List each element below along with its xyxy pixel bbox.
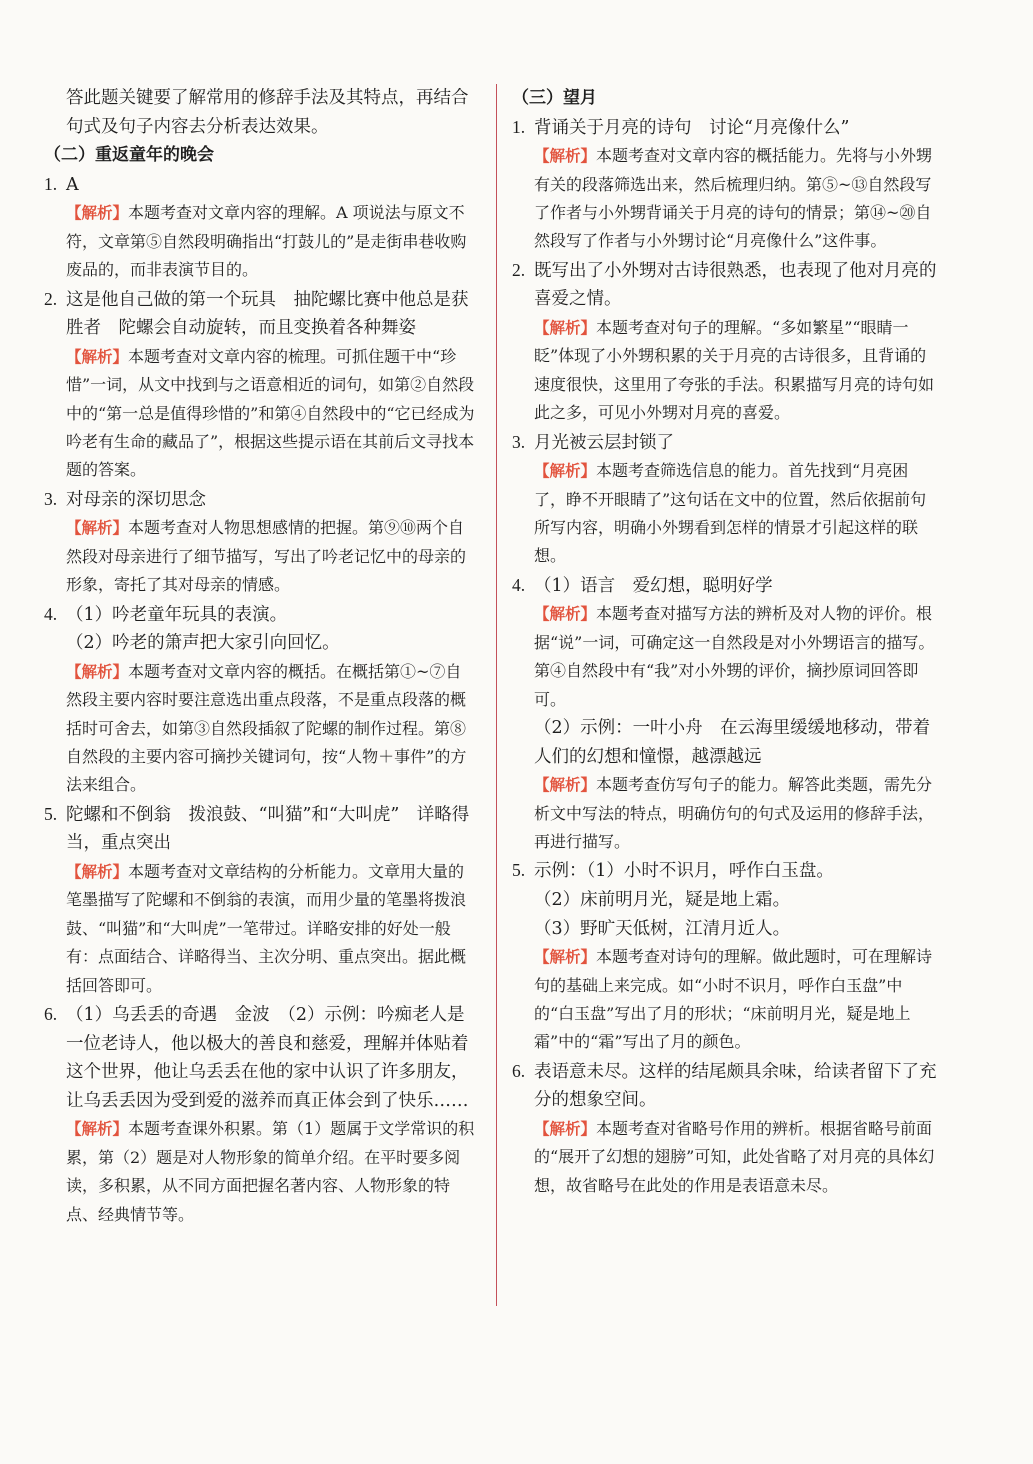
analysis-tag: 【解析】	[66, 204, 129, 223]
analysis	[44, 199, 476, 284]
analysis	[512, 600, 938, 714]
analysis	[44, 514, 476, 599]
answer-text: 陀螺和不倒翁 拨浪鼓、“叫猫”和“大叫虎” 详略得当，重点突出	[66, 804, 470, 854]
analysis-tag: 【解析】	[534, 1120, 597, 1139]
analysis	[512, 943, 938, 1057]
left-column	[44, 84, 476, 1229]
answer-text-2: （2）示例：一叶小舟 在云海里缓缓地移动，带着人们的幻想和憧憬，越漂越远	[534, 718, 931, 767]
analysis-tag: 【解析】	[66, 347, 129, 366]
question-item	[44, 800, 476, 1000]
question-item	[512, 428, 938, 571]
answer-row	[512, 113, 938, 143]
question-item	[44, 485, 476, 600]
analysis-tag: 【解析】	[66, 662, 129, 681]
answer-row	[44, 485, 476, 515]
question-number: 5.	[44, 803, 58, 824]
analysis	[44, 858, 476, 1000]
analysis	[512, 314, 938, 428]
answer-row	[44, 170, 476, 200]
intro-text: 答此题关键要了解常用的修辞手法及其特点，再结合句式及句子内容去分析表达效果。	[66, 88, 469, 137]
question-item	[44, 285, 476, 485]
question-number: 4.	[44, 603, 58, 624]
question-number: 2.	[44, 288, 58, 309]
question-item	[44, 600, 476, 800]
analysis	[512, 1115, 938, 1200]
analysis-tag: 【解析】	[534, 462, 597, 481]
answer-text: 表语意未尽。这样的结尾颇具余味，给读者留下了充分的想象空间。	[534, 1061, 937, 1111]
analysis	[44, 343, 476, 485]
question-number: 6.	[512, 1060, 526, 1081]
analysis-text: 本题考查筛选信息的能力。首先找到“月亮困了，睁不开眼睛了”这句话在文中的位置，然后依据前句所写内容，明确小外甥看到怎样的情景才引起这样的联想。	[534, 461, 927, 566]
answer-text: 既写出了小外甥对古诗很熟悉，也表现了他对月亮的喜爱之情。	[534, 260, 937, 310]
answer-text: 这是他自己做的第一个玩具 抽陀螺比赛中他总是获胜者 陀螺会自动旋转，而且变换着各种舞姿	[66, 289, 469, 339]
analysis-text: 本题考查课外积累。第（1）题属于文学常识的积累，第（2）题是对人物形象的简单介绍。在平时要多阅读，多积累，从不同方面把握名著内容、人物形象的特点、经典情节等。	[66, 1119, 475, 1224]
question-number: 3.	[44, 488, 58, 509]
answer-text: （1）乌丢丢的奇遇 金波 （2）示例：吟痴老人是一位老诗人，他以极大的善良和慈爱，理解并体贴着这个世界，他让乌丢丢在他的家中认识了许多朋友，让乌丢丢因为受到爱的滋养而真正体会到了快乐……	[66, 1005, 469, 1111]
section-title: （三）望月	[512, 88, 597, 108]
answer-row	[512, 571, 938, 601]
analysis	[512, 771, 938, 856]
question-item	[512, 571, 938, 857]
question-item	[44, 1000, 476, 1229]
analysis	[44, 1115, 476, 1229]
question-item	[44, 170, 476, 285]
answer-row	[44, 285, 476, 343]
question-item	[512, 256, 938, 428]
answer-row	[512, 256, 938, 314]
question-number: 4.	[512, 574, 526, 595]
answer-text: 示例：（1）小时不识月，呼作白玉盘。	[534, 861, 834, 882]
question-number: 5.	[512, 860, 526, 881]
column-divider	[496, 84, 497, 1306]
analysis	[512, 142, 938, 256]
analysis-tag: 【解析】	[66, 1120, 129, 1139]
analysis-text: 本题考查对文章内容的理解。A 项说法与原文不符，文章第⑤自然段明确指出“打鼓儿的”是走街串巷收购废品的，而非表演节目的。	[66, 203, 467, 280]
analysis-tag: 【解析】	[66, 519, 129, 538]
question-number: 2.	[512, 259, 526, 280]
answer-text: 背诵关于月亮的诗句 讨论“月亮像什么”	[534, 117, 850, 138]
answer-text: （1）吟老童年玩具的表演。	[66, 604, 288, 625]
answer-text: 对母亲的深切思念	[66, 489, 206, 510]
analysis	[512, 457, 938, 571]
question-number: 1.	[44, 173, 58, 194]
answer-text-2: （2）吟老的箫声把大家引向回忆。	[66, 633, 340, 654]
analysis-text: 本题考查对描写方法的辨析及对人物的评价。根据“说”一词，可确定这一自然段是对小外甥语言的描写。第④自然段中有“我”对小外甥的评价，摘抄原词回答即可。	[534, 604, 935, 709]
answer-text: 月光被云层封锁了	[534, 432, 674, 453]
analysis-text: 本题考查对人物思想感情的把握。第⑨⑩两个自然段对母亲进行了细节描写，写出了吟老记忆中的母亲的形象，寄托了其对母亲的情感。	[66, 518, 467, 595]
answer-row	[44, 1000, 476, 1115]
answer-text-3: （3）野旷天低树，江清月近人。	[534, 918, 791, 939]
answer-text: （1）语言 爱幻想，聪明好学	[534, 575, 773, 596]
question-number: 1.	[512, 116, 526, 137]
analysis-tag: 【解析】	[534, 319, 597, 337]
answer-row	[512, 428, 938, 458]
analysis-text: 本题考查仿写句子的能力。解答此类题，需先分析文中写法的特点，明确仿句的句式及运用的修辞手法，再进行描写。	[534, 775, 935, 852]
section-title: （二）重返童年的晚会	[44, 145, 214, 166]
question-item	[512, 856, 938, 1056]
analysis-tag: 【解析】	[534, 605, 597, 624]
analysis-text: 本题考查对文章内容的概括能力。先将与小外甥有关的段落筛选出来，然后梳理归纳。第⑤~⑬自然段写了作者与小外甥背诵关于月亮的诗句的情景；第⑭~⑳自然段写了作者与小外甥讨论“月亮像什么”这件事。	[534, 146, 933, 251]
right-column	[512, 84, 938, 1200]
question-item	[512, 113, 938, 256]
analysis-tag: 【解析】	[534, 776, 597, 795]
question-number: 6.	[44, 1004, 58, 1025]
answer-row	[44, 800, 476, 858]
analysis-text: 本题考查对省略号作用的辨析。根据省略号前面的“展开了幻想的翅膀”可知，此处省略了对月亮的具体幻想，故省略号在此处的作用是表语意未尽。	[534, 1119, 935, 1195]
answer-row	[512, 856, 938, 886]
analysis-text: 本题考查对句子的理解。“多如繁星”“眼睛一眨”体现了小外甥积累的关于月亮的古诗很多，且背诵的速度很快，这里用了夸张的手法。积累描写月亮的诗句如此之多，可见小外甥对月亮的喜爱。	[534, 318, 935, 423]
analysis-tag: 【解析】	[534, 147, 597, 166]
analysis-text: 本题考查对文章内容的概括。在概括第①~⑦自然段主要内容时要注意选出重点段落，不是重点段落的概括时可舍去，如第③自然段插叙了陀螺的制作过程。第⑧自然段的主要内容可摘抄关键词句，按“人物＋事件”的方法来组合。	[66, 661, 467, 795]
analysis-text: 本题考查对文章内容的梳理。可抓住题干中“珍惜”一词，从文中找到与之语意相近的词句，如第②自然段中的“第一总是值得珍惜的”和第④自然段中的“它已经成为吟老有生命的藏品了”，根据这些提示语在其前后文寻找本题的答案。	[66, 346, 475, 480]
analysis-tag: 【解析】	[534, 948, 597, 967]
answer-row	[512, 1057, 938, 1115]
answer-row	[44, 600, 476, 630]
analysis-text: 本题考查对诗句的理解。做此题时，可在理解诗句的基础上来完成。如“小时不识月，呼作白玉盘”中的“白玉盘”写出了月的形状；“床前明月光，疑是地上霜”中的“霜”写出了月的颜色。	[534, 947, 933, 1052]
question-number: 3.	[512, 431, 526, 452]
analysis-text: 本题考查对文章结构的分析能力。文章用大量的笔墨描写了陀螺和不倒翁的表演，而用少量的笔墨将拨浪鼓、“叫猫”和“大叫虎”一笔带过。详略安排的好处一般有：点面结合、详略得当、主次分明、重点突出。据此概括回答即可。	[66, 862, 467, 995]
answer-text-2: （2）床前明月光，疑是地上霜。	[534, 890, 791, 911]
answer-text: A	[66, 174, 79, 195]
analysis	[44, 658, 476, 800]
question-item	[512, 1057, 938, 1200]
analysis-tag: 【解析】	[66, 863, 129, 882]
